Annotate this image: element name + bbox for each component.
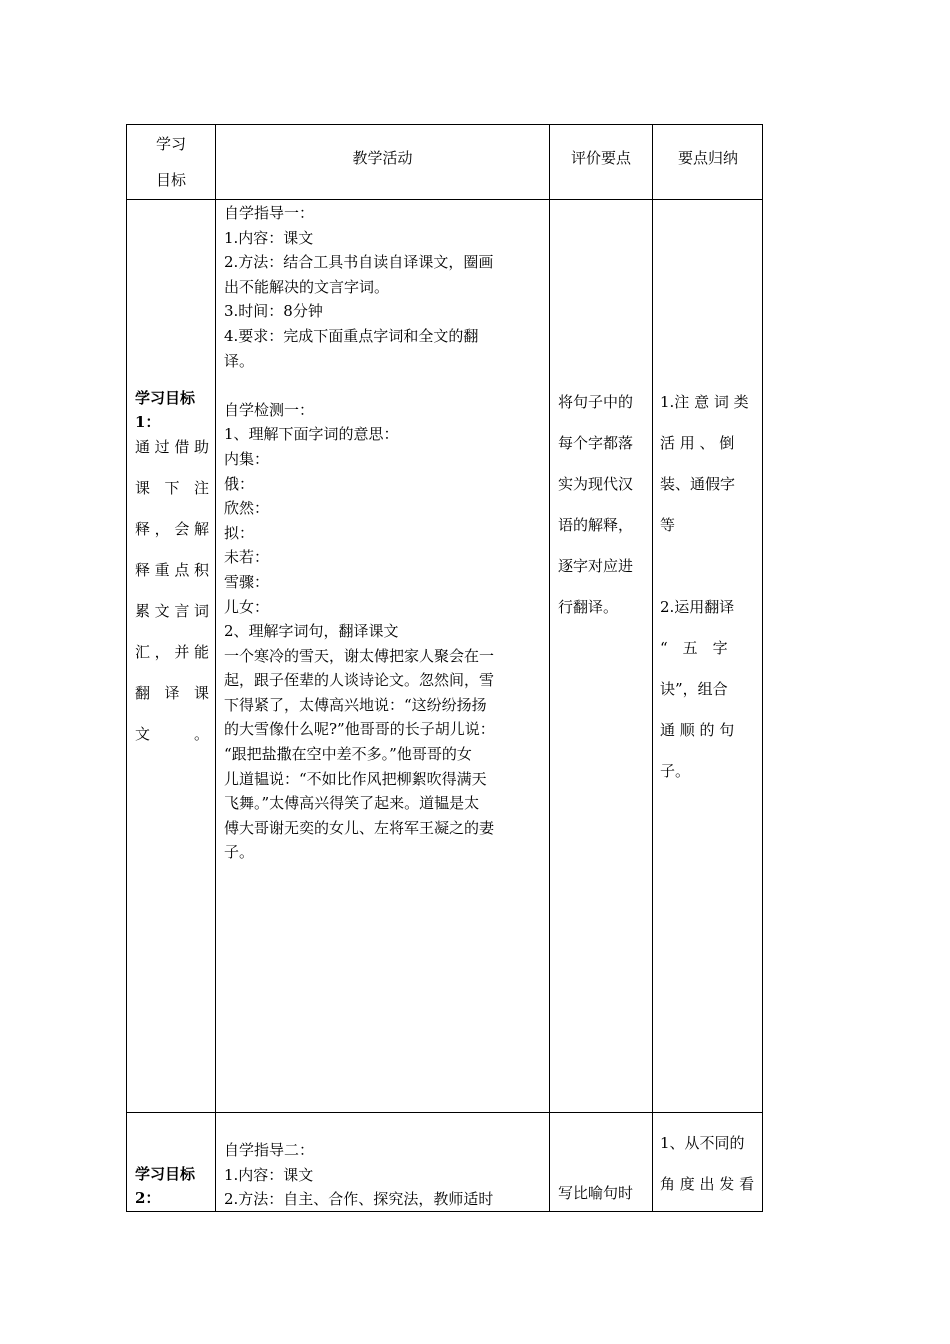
text-line: 2.方法：自主、合作、探究法，教师适时 — [224, 1190, 494, 1209]
text-line: 释重点积 — [135, 561, 209, 579]
lesson-plan-table — [126, 124, 763, 1212]
text-line: 行翻译。 — [558, 598, 619, 616]
header-evaluation: 评价要点 — [570, 149, 631, 167]
text-line: 3.时间：8分钟 — [224, 302, 323, 321]
text-line — [660, 546, 756, 587]
text-line: 1、从不同的 — [660, 1134, 745, 1152]
text-line: 汇，并能 — [135, 643, 209, 661]
text-line: 通 顺 的 句 — [660, 721, 735, 739]
text-line: 出不能解决的文言字词。 — [224, 277, 390, 296]
text-line: 自学指导二： — [224, 1141, 315, 1159]
row-divider — [127, 1112, 762, 1113]
text-line: 下得紧了，太傅高兴地说：“这纷纷扬扬 — [224, 695, 487, 714]
text-line: 儿道韫说：“不如比作风把柳絮吹得满天 — [224, 769, 487, 788]
text-line: 累文言词 — [135, 602, 209, 620]
text-line: 通过借助 — [135, 438, 209, 456]
activity-2-text — [224, 1138, 542, 1212]
summary-2-text — [660, 1123, 756, 1205]
column-divider — [549, 125, 550, 1211]
text-line: 课 下 注 — [135, 479, 209, 497]
text-line: 内集： — [224, 449, 270, 468]
text-line: “跟把盐撒在空中差不多。”他哥哥的女 — [224, 745, 472, 764]
text-line: 2.方法：结合工具书自读自译课文，圈画 — [224, 253, 494, 272]
text-line: 4.要求：完成下面重点字词和全文的翻 — [224, 326, 479, 345]
text-line: 俄： — [224, 474, 255, 493]
text-line — [224, 373, 542, 398]
text-line: 等 — [660, 516, 676, 534]
text-line: 子。 — [224, 843, 255, 862]
column-divider — [215, 125, 216, 1211]
text-line: 1.内容：课文 — [224, 228, 314, 247]
text-line: 未若： — [224, 548, 270, 567]
goal-2-title: 学习目标 2： — [135, 1165, 196, 1207]
text-line: 欣然： — [224, 499, 270, 518]
goal-1-title: 学习目标 1： — [135, 389, 196, 431]
header-goal: 学习 目标 — [155, 135, 186, 189]
text-line: 儿女： — [224, 597, 270, 616]
text-line: “ 五 字 — [660, 639, 728, 657]
text-line: 1.注 意 词 类 — [660, 393, 749, 411]
text-line: 2、理解字词句，翻译课文 — [224, 622, 399, 641]
text-line: 拟： — [224, 523, 255, 542]
text-line: 实为现代汉 — [558, 475, 634, 493]
text-line: 每个字都落 — [558, 434, 634, 452]
text-line: 1.内容：课文 — [224, 1165, 314, 1184]
text-line: 逐字对应进 — [558, 557, 634, 575]
text-line: 自学指导一： — [224, 204, 315, 222]
text-line: 活 用 、 倒 — [660, 434, 735, 452]
text-line: 雪骤： — [224, 572, 270, 591]
header-summary: 要点归纳 — [677, 149, 738, 167]
text-line: 诀”，组合 — [660, 680, 728, 698]
text-line: 一个寒冷的雪天，谢太傅把家人聚会在一 — [224, 646, 495, 665]
text-line: 的大雪像什么呢?”他哥哥的长子胡儿说： — [224, 720, 495, 739]
text-line: 子。 — [660, 762, 691, 780]
text-line: 语的解释， — [558, 516, 634, 534]
goal-1-text — [135, 427, 209, 755]
text-line: 傅大哥谢无奕的女儿、左将军王凝之的妻 — [224, 818, 495, 837]
text-line: 飞舞。”太傅高兴得笑了起来。道韫是太 — [224, 794, 480, 813]
text-line: 1、理解下面字词的意思： — [224, 425, 399, 444]
header-activity: 教学活动 — [352, 149, 413, 167]
text-line: 2.运用翻译 — [660, 598, 735, 616]
text-line: 起，跟子侄辈的人谈诗论文。忽然间，雪 — [224, 671, 495, 690]
evaluation-1-text — [558, 382, 648, 628]
text-line: 写比喻句时 — [558, 1184, 634, 1202]
activity-1-text — [224, 201, 542, 865]
text-line: 翻 译 课 — [135, 684, 209, 702]
text-line: 译。 — [224, 351, 255, 370]
goal-1-cell — [135, 386, 209, 755]
evaluation-2-text — [558, 1173, 648, 1214]
text-line: 将句子中的 — [558, 393, 634, 411]
text-line: 装、通假字 — [660, 475, 736, 493]
text-line: 释，会解 — [135, 520, 209, 538]
column-divider — [652, 125, 653, 1211]
row-divider — [127, 199, 762, 200]
text-line: 角 度 出 发 看 — [660, 1175, 755, 1193]
text-line: 自学检测一： — [224, 400, 315, 419]
summary-1-text — [660, 382, 756, 792]
text-line: 文。 — [135, 725, 209, 743]
